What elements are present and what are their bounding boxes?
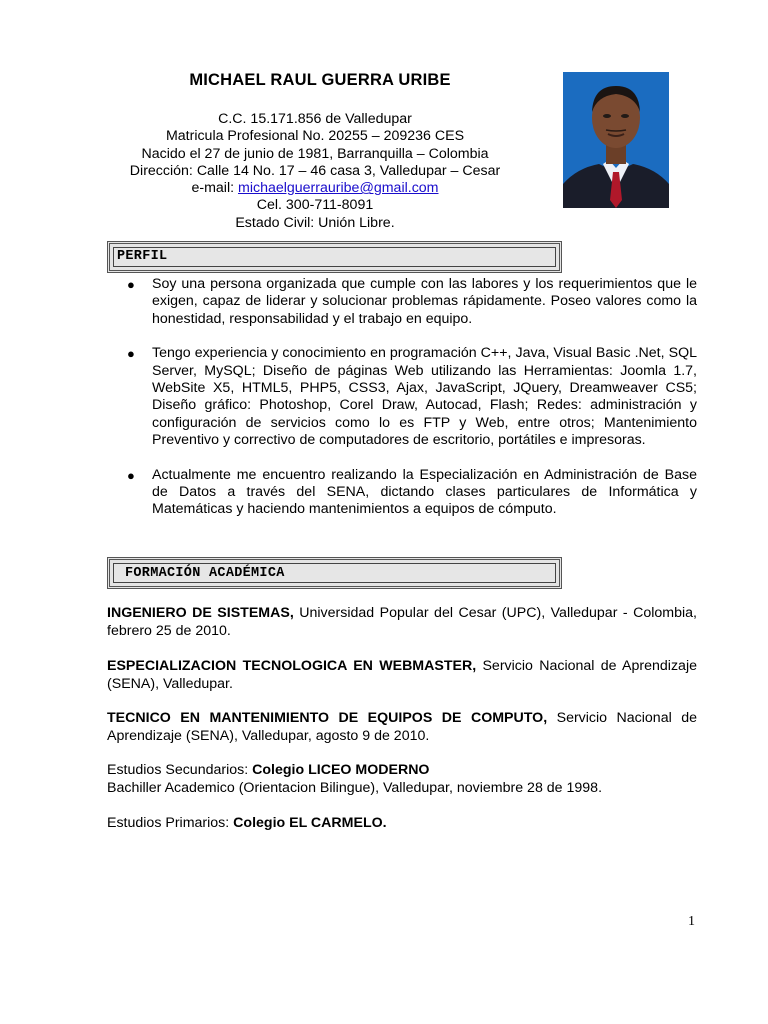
address-line: Dirección: Calle 14 No. 17 – 46 casa 3, Valledupar – Cesar (129, 162, 501, 179)
secundarios-school: Colegio LICEO MODERNO (252, 762, 430, 778)
primarios-school: Colegio EL CARMELO. (233, 815, 387, 831)
bullet-icon: ● (127, 346, 135, 362)
bullet-icon: ● (127, 277, 135, 292)
formacion-title: FORMACIÓN ACADÉMICA (125, 566, 285, 581)
primarios-entry (107, 815, 697, 833)
list-item (107, 345, 697, 449)
cv-name: MICHAEL RAUL GUERRA URIBE (189, 71, 451, 89)
secundarios-entry (107, 762, 697, 797)
bachiller-line: Bachiller Academico (Orientacion Bilingue), Valledupar, noviembre 28 de 1998. (107, 779, 603, 796)
tecnico-entry (107, 710, 697, 745)
perfil-header-box (107, 241, 562, 273)
especializacion-degree: ESPECIALIZACION TECNOLOGICA EN WEBMASTER, (107, 658, 477, 674)
tecnico-details: Servicio Nacional de Aprendizaje (SENA), Valledupar, agosto 9 de 2010. (107, 710, 697, 744)
perfil-title: PERFIL (117, 249, 168, 264)
list-item (107, 467, 697, 519)
phone-line: Cel. 300-711-8091 (256, 197, 374, 214)
bullet-icon: ● (127, 467, 135, 483)
page-number: 1 (688, 914, 695, 929)
perfil-item-text: Soy una persona organizada que cumple con las labores y los requerimientos que le exigen, capaz de liderar y solucionar problemas rápidamente. Poseo valores como la honestidad, responsabilidad y el trabajo en equipo. (152, 276, 697, 327)
list-item (107, 276, 697, 328)
perfil-list (107, 276, 697, 536)
birth-line: Nacido el 27 de junio de 1981, Barranquilla – Colombia (141, 145, 489, 162)
especializacion-entry (107, 658, 697, 693)
secundarios-label: Estudios Secundarios: (107, 762, 253, 778)
tecnico-degree: TECNICO EN MANTENIMIENTO DE EQUIPOS DE COMPUTO, (107, 710, 548, 726)
email-line (95, 180, 535, 197)
contact-block (95, 111, 535, 232)
ingeniero-details: Universidad Popular del Cesar (UPC), Valledupar - Colombia, febrero 25 de 2010. (107, 605, 697, 639)
perfil-item-text: Actualmente me encuentro realizando la Especialización en Administración de Base de Datos a través del SENA, dictando clases particulares de Informática y Matemáticas y haciendo mantenimientos a equipos de cómputo. (152, 466, 697, 518)
perfil-item-text: Tengo experiencia y conocimiento en programación C++, Java, Visual Basic .Net, SQL Server, MySQL; Diseño de páginas Web utilizando las Herramientas: Joomla 1.7, WebSite X5, HTML5, PHP5, CSS3, Ajax, JavaScript, JQuery, Dreamweaver CS5; Diseño gráfico: Photoshop, Corel Draw, Autocad, Flash; Redes: administración y configuración de servicios como lo es FTP y Web, entre otros; Mantenimiento Preventivo y correctivo de computadores de escritorio, portátiles e impresoras. (152, 345, 697, 448)
email-link[interactable]: michaelguerrauribe@gmail.com (238, 180, 439, 197)
profile-photo (563, 72, 669, 208)
matricula-line: Matricula Profesional No. 20255 – 209236 CES (165, 128, 465, 145)
email-label: e-mail: (191, 180, 238, 197)
ingeniero-entry (107, 605, 697, 640)
especializacion-details: Servicio Nacional de Aprendizaje (SENA), Valledupar. (107, 658, 697, 692)
cc-line: C.C. 15.171.856 de Valledupar (218, 111, 412, 127)
civil-status-line: Estado Civil: Unión Libre. (235, 214, 395, 231)
ingeniero-degree: INGENIERO DE SISTEMAS, (107, 605, 294, 621)
primarios-label: Estudios Primarios: (107, 815, 234, 831)
